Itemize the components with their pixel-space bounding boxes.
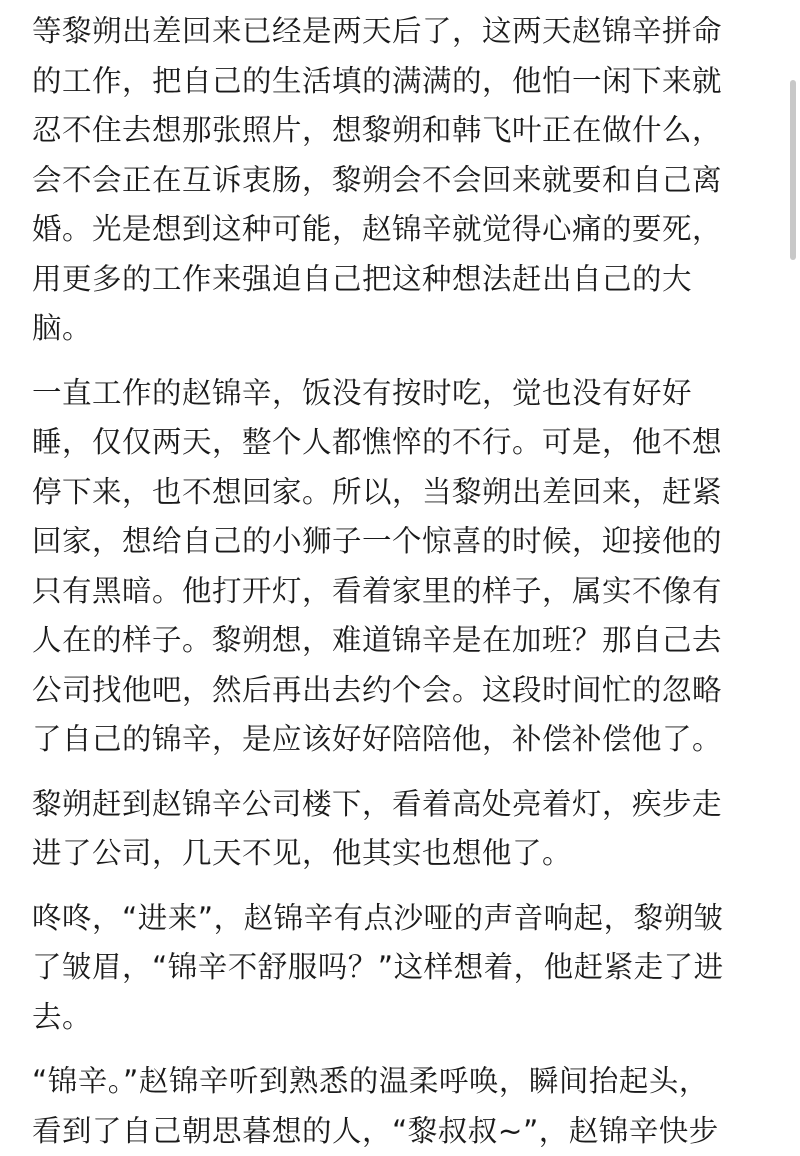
- paragraph-gap: [32, 879, 774, 894]
- text-line: 脑。: [32, 304, 774, 354]
- text-line: 看到了自己朝思暮想的人，“黎叔叔~”，赵锦辛快步: [32, 1107, 774, 1156]
- paragraph-gap: [32, 354, 774, 369]
- article-body: [32, 0, 774, 1156]
- paragraph-2: [32, 369, 774, 765]
- text-line: 婚。光是想到这种可能，赵锦辛就觉得心痛的要死，: [32, 205, 774, 255]
- text-line: 睡，仅仅两天，整个人都憔悴的不行。可是，他不想: [32, 418, 774, 468]
- text-line: 了皱眉，“锦辛不舒服吗？”这样想着，他赶紧走了进: [32, 943, 774, 993]
- text-line: 的工作，把自己的生活填的满满的，他怕一闲下来就: [32, 57, 774, 107]
- text-line: 只有黑暗。他打开灯，看着家里的样子，属实不像有: [32, 567, 774, 617]
- text-line: “锦辛。”赵锦辛听到熟悉的温柔呼唤，瞬间抬起头，: [32, 1057, 774, 1107]
- text-line: 去。: [32, 993, 774, 1043]
- text-line: 回家，想给自己的小狮子一个惊喜的时候，迎接他的: [32, 517, 774, 567]
- text-line: 用更多的工作来强迫自己把这种想法赶出自己的大: [32, 255, 774, 305]
- paragraph-3: [32, 780, 774, 879]
- text-line: 人在的样子。黎朔想，难道锦辛是在加班？那自己去: [32, 616, 774, 666]
- paragraph-4: [32, 894, 774, 1043]
- text-line: 等黎朔出差回来已经是两天后了，这两天赵锦辛拼命: [32, 7, 774, 57]
- text-line: 进了公司，几天不见，他其实也想他了。: [32, 829, 774, 879]
- text-line: 咚咚，“进来”，赵锦辛有点沙哑的声音响起，黎朔皱: [32, 894, 774, 944]
- text-line: 会不会正在互诉衷肠，黎朔会不会回来就要和自己离: [32, 156, 774, 206]
- paragraph-gap: [32, 1042, 774, 1057]
- paragraph-1: [32, 7, 774, 354]
- text-line: 停下来，也不想回家。所以，当黎朔出差回来，赶紧: [32, 468, 774, 518]
- text-line: 忍不住去想那张照片，想黎朔和韩飞叶正在做什么，: [32, 106, 774, 156]
- text-line: 黎朔赶到赵锦辛公司楼下，看着高处亮着灯，疾步走: [32, 780, 774, 830]
- text-line: 公司找他吧，然后再出去约个会。这段时间忙的忽略: [32, 666, 774, 716]
- paragraph-5: [32, 1057, 774, 1156]
- scrollbar-thumb[interactable]: [790, 80, 796, 260]
- text-line: 一直工作的赵锦辛，饭没有按时吃，觉也没有好好: [32, 369, 774, 419]
- text-line: 了自己的锦辛，是应该好好陪陪他，补偿补偿他了。: [32, 715, 774, 765]
- paragraph-gap: [32, 765, 774, 780]
